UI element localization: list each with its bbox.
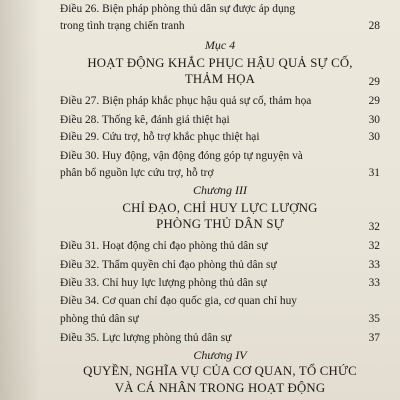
toc-page-number: 32 xyxy=(368,221,380,233)
chapter-title-line2: PHÒNG THỦ DÂN SỰ xyxy=(156,217,284,231)
toc-entry-text: phòng thủ dân sự xyxy=(60,313,139,325)
toc-entry-text: Điều 27. Biện pháp khắc phục hậu quả sự cố, thảm họa xyxy=(60,95,312,107)
chapter-title-line1: CHỈ ĐẠO, CHỈ HUY LỰC LƯỢNG xyxy=(122,201,318,215)
chapter-title-line1: QUYỀN, NGHĨA VỤ CỦA CƠ QUAN, TỔ CHỨC xyxy=(83,364,357,378)
toc-entry-text: Điều 32. Thẩm quyền chỉ đạo phòng thủ dân sự xyxy=(60,259,277,271)
toc-page-number: 32 xyxy=(368,240,380,252)
toc-page-number: 28 xyxy=(368,20,380,32)
page-gutter-shadow xyxy=(0,0,40,400)
toc-entry-text: Điều 26. Biện pháp phòng thủ dân sự được áp dụng xyxy=(60,3,296,15)
toc-page-number: 29 xyxy=(368,95,380,107)
toc-entry-text: trong tình trạng chiến tranh xyxy=(60,20,185,32)
toc-entry-text: Điều 30. Huy động, vận động đóng góp tự nguyện và xyxy=(60,150,303,162)
toc-entry-text: Điều 33. Chỉ huy lực lượng phòng thủ dân sự xyxy=(60,277,267,289)
toc-entry-text: Điều 31. Hoạt động chỉ đạo phòng thủ dân sự xyxy=(60,240,268,252)
toc-page-number: 31 xyxy=(368,167,380,179)
toc-entry-text: Điều 35. Lực lượng phòng thủ dân sự xyxy=(60,332,232,344)
chapter-number: Chương IV xyxy=(193,348,247,362)
toc-entry-text: Điều 28. Thống kê, đánh giá thiệt hại xyxy=(60,114,230,126)
toc-page-number: 33 xyxy=(368,259,380,271)
section-number: Mục 4 xyxy=(204,38,236,52)
section-title-line2: THẢM HỌA xyxy=(184,72,256,86)
toc-page-number: 30 xyxy=(368,131,380,143)
toc-page-number: 37 xyxy=(368,332,380,344)
chapter-title-line2: VÀ CÁ NHÂN TRONG HOẠT ĐỘNG xyxy=(114,381,326,395)
toc-entry-text: phân bổ nguồn lực cứu trợ, hỗ trợ xyxy=(60,167,214,179)
toc-page-number: 30 xyxy=(368,114,380,126)
toc-entry-text: Điều 29. Cứu trợ, hỗ trợ khắc phục thiệt hại xyxy=(60,131,260,143)
toc-page-number: 35 xyxy=(368,313,380,325)
toc-page-number: 33 xyxy=(368,277,380,289)
toc-entry-text: Điều 34. Cơ quan chỉ đạo quốc gia, cơ quan chỉ huy xyxy=(60,295,297,307)
toc-page-number: 29 xyxy=(368,76,380,88)
chapter-number: Chương III xyxy=(193,183,247,197)
section-title-line1: HOẠT ĐỘNG KHẮC PHỤC HẬU QUẢ SỰ CỐ, xyxy=(87,56,353,70)
